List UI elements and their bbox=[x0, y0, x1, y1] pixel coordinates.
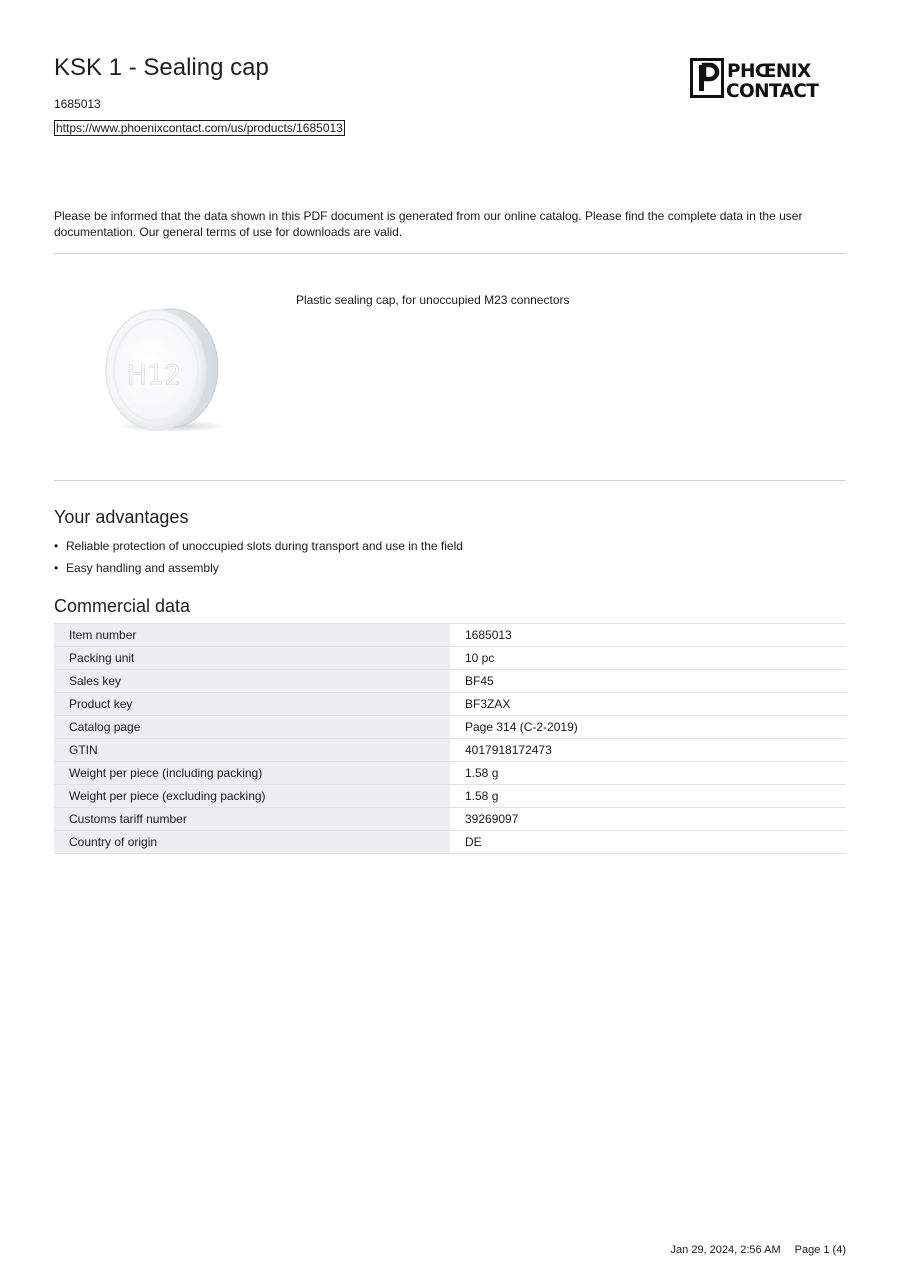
table-row bbox=[54, 624, 846, 647]
page-title: KSK 1 - Sealing cap bbox=[54, 54, 269, 81]
phoenix-contact-logo bbox=[690, 58, 846, 100]
row-label: Packing unit bbox=[54, 647, 450, 670]
disclaimer-notice: Please be informed that the data shown in this PDF document is generated from our online catalog. Please find the complete data in the user documentation. Our general terms of use for downloads are valid. bbox=[54, 209, 803, 239]
commercial-data-heading: Commercial data bbox=[54, 596, 191, 616]
row-value: BF3ZAX bbox=[450, 693, 846, 716]
table-row bbox=[54, 647, 846, 670]
article-number: 1685013 bbox=[54, 97, 101, 111]
product-description: Plastic sealing cap, for unoccupied M23 connectors bbox=[296, 293, 570, 307]
advantages-list bbox=[54, 538, 463, 582]
table-row bbox=[54, 831, 846, 854]
table-row bbox=[54, 785, 846, 808]
logo-mark-icon bbox=[692, 60, 723, 97]
table-row bbox=[54, 693, 846, 716]
advantage-text: Easy handling and assembly bbox=[66, 561, 219, 575]
table-row bbox=[54, 670, 846, 693]
svg-text:PHŒNIX: PHŒNIX bbox=[727, 61, 811, 82]
row-label: Item number bbox=[54, 624, 450, 647]
advantage-text: Reliable protection of unoccupied slots during transport and use in the field bbox=[66, 539, 463, 553]
row-label: Sales key bbox=[54, 670, 450, 693]
table-row bbox=[54, 808, 846, 831]
table-row bbox=[54, 716, 846, 739]
divider bbox=[54, 480, 846, 481]
row-value: BF45 bbox=[450, 670, 846, 693]
row-value: 4017918172473 bbox=[450, 739, 846, 762]
divider bbox=[54, 253, 846, 254]
page-footer bbox=[671, 1244, 846, 1256]
row-value: 1.58 g bbox=[450, 785, 846, 808]
row-value: Page 314 (C-2-2019) bbox=[450, 716, 846, 739]
row-label: Catalog page bbox=[54, 716, 450, 739]
list-item bbox=[54, 538, 463, 560]
row-label: Weight per piece (excluding packing) bbox=[54, 785, 450, 808]
row-label: Weight per piece (including packing) bbox=[54, 762, 450, 785]
page-number: Page 1 (4) bbox=[794, 1244, 846, 1256]
list-item bbox=[54, 560, 463, 582]
row-label: Country of origin bbox=[54, 831, 450, 854]
row-value: 1685013 bbox=[450, 624, 846, 647]
sealing-cap-product-image bbox=[72, 296, 242, 446]
svg-text:CONTACT: CONTACT bbox=[726, 81, 819, 100]
product-url-link[interactable]: https://www.phoenixcontact.com/us/products/1685013 bbox=[56, 121, 343, 135]
row-value: 1.58 g bbox=[450, 762, 846, 785]
advantages-heading: Your advantages bbox=[54, 507, 189, 527]
row-label: Customs tariff number bbox=[54, 808, 450, 831]
row-value: 39269097 bbox=[450, 808, 846, 831]
bullet-icon: • bbox=[54, 561, 59, 575]
generation-date: Jan 29, 2024, 2:56 AM bbox=[670, 1244, 781, 1256]
row-value: DE bbox=[450, 831, 846, 854]
row-label: Product key bbox=[54, 693, 450, 716]
table-row bbox=[54, 762, 846, 785]
table-row bbox=[54, 739, 846, 762]
row-label: GTIN bbox=[54, 739, 450, 762]
cap-marking-text: H12 bbox=[126, 360, 182, 391]
commercial-data-table bbox=[54, 623, 846, 854]
bullet-icon: • bbox=[54, 539, 59, 553]
row-value: 10 pc bbox=[450, 647, 846, 670]
